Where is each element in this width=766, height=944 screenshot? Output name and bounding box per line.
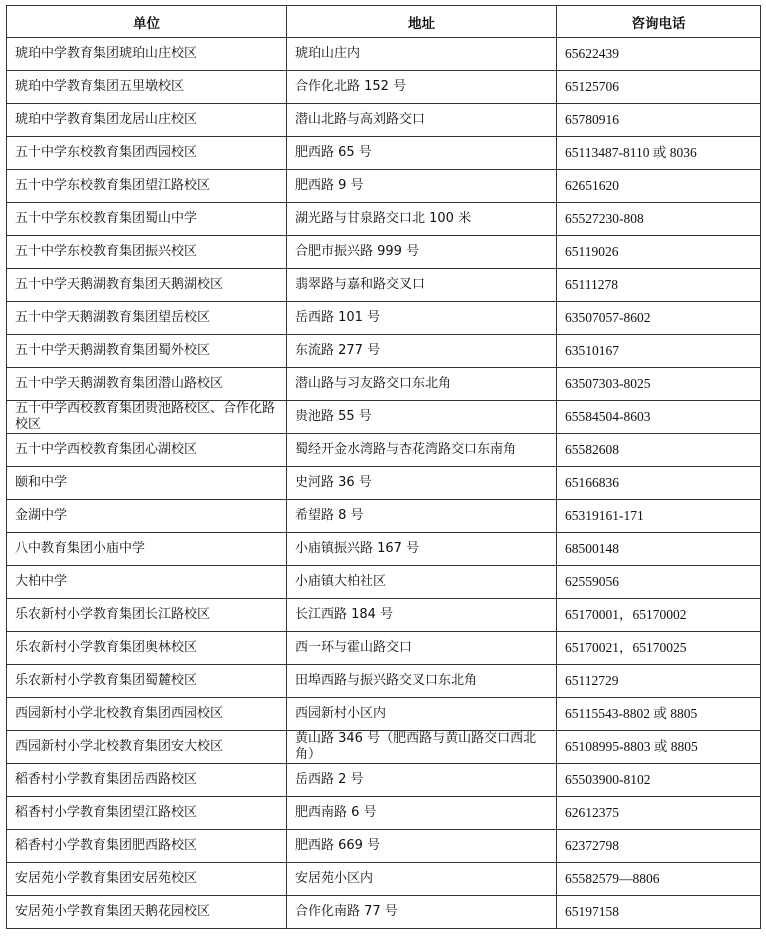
table-row bbox=[7, 896, 761, 929]
table-header bbox=[7, 6, 761, 38]
address-cell: 史河路 36 号 bbox=[287, 467, 557, 500]
unit-cell: 大柏中学 bbox=[7, 566, 287, 599]
address-cell: 安居苑小区内 bbox=[287, 863, 557, 896]
table-row bbox=[7, 269, 761, 302]
table-row bbox=[7, 434, 761, 467]
address-cell: 小庙镇大柏社区 bbox=[287, 566, 557, 599]
unit-cell: 西园新村小学北校教育集团西园校区 bbox=[7, 698, 287, 731]
unit-cell: 五十中学东校教育集团振兴校区 bbox=[7, 236, 287, 269]
phone-cell: 65108995-8803 或 8805 bbox=[557, 731, 761, 764]
address-cell: 长江西路 184 号 bbox=[287, 599, 557, 632]
address-cell: 西一环与霍山路交口 bbox=[287, 632, 557, 665]
phone-cell: 62559056 bbox=[557, 566, 761, 599]
address-cell: 东流路 277 号 bbox=[287, 335, 557, 368]
address-cell: 合作化北路 152 号 bbox=[287, 71, 557, 104]
unit-cell: 琥珀中学教育集团龙居山庄校区 bbox=[7, 104, 287, 137]
header-row bbox=[7, 6, 761, 38]
address-cell: 希望路 8 号 bbox=[287, 500, 557, 533]
unit-cell: 五十中学东校教育集团望江路校区 bbox=[7, 170, 287, 203]
phone-cell: 62651620 bbox=[557, 170, 761, 203]
phone-cell: 65584504-8603 bbox=[557, 401, 761, 434]
header-unit: 单位 bbox=[7, 6, 287, 38]
phone-cell: 65319161-171 bbox=[557, 500, 761, 533]
address-cell: 田埠西路与振兴路交叉口东北角 bbox=[287, 665, 557, 698]
table-row bbox=[7, 302, 761, 335]
unit-cell: 八中教育集团小庙中学 bbox=[7, 533, 287, 566]
address-cell: 肥西路 9 号 bbox=[287, 170, 557, 203]
address-cell: 潜山路与习友路交口东北角 bbox=[287, 368, 557, 401]
phone-cell: 65166836 bbox=[557, 467, 761, 500]
table-row bbox=[7, 104, 761, 137]
address-cell: 贵池路 55 号 bbox=[287, 401, 557, 434]
phone-cell: 65170021，65170025 bbox=[557, 632, 761, 665]
phone-cell: 65115543-8802 或 8805 bbox=[557, 698, 761, 731]
table-row bbox=[7, 731, 761, 764]
phone-cell: 65170001，65170002 bbox=[557, 599, 761, 632]
phone-cell: 65119026 bbox=[557, 236, 761, 269]
table-row bbox=[7, 467, 761, 500]
phone-cell: 65125706 bbox=[557, 71, 761, 104]
unit-cell: 稻香村小学教育集团肥西路校区 bbox=[7, 830, 287, 863]
table-row bbox=[7, 830, 761, 863]
table-row bbox=[7, 797, 761, 830]
unit-cell: 五十中学西校教育集团贵池路校区、合作化路校区 bbox=[7, 401, 287, 434]
phone-cell: 63507057-8602 bbox=[557, 302, 761, 335]
address-cell: 肥西路 65 号 bbox=[287, 137, 557, 170]
phone-cell: 65527230-808 bbox=[557, 203, 761, 236]
unit-cell: 五十中学天鹅湖教育集团天鹅湖校区 bbox=[7, 269, 287, 302]
address-cell: 潜山北路与高刘路交口 bbox=[287, 104, 557, 137]
unit-cell: 安居苑小学教育集团天鹅花园校区 bbox=[7, 896, 287, 929]
phone-cell: 68500148 bbox=[557, 533, 761, 566]
table-row bbox=[7, 203, 761, 236]
table-row bbox=[7, 137, 761, 170]
table-row bbox=[7, 698, 761, 731]
table-row bbox=[7, 665, 761, 698]
unit-cell: 琥珀中学教育集团琥珀山庄校区 bbox=[7, 38, 287, 71]
address-cell: 蜀经开金水湾路与杏花湾路交口东南角 bbox=[287, 434, 557, 467]
address-cell: 湖光路与甘泉路交口北 100 米 bbox=[287, 203, 557, 236]
unit-cell: 琥珀中学教育集团五里墩校区 bbox=[7, 71, 287, 104]
phone-cell: 65503900-8102 bbox=[557, 764, 761, 797]
phone-cell: 65111278 bbox=[557, 269, 761, 302]
unit-cell: 五十中学西校教育集团心湖校区 bbox=[7, 434, 287, 467]
table-row bbox=[7, 863, 761, 896]
unit-cell: 稻香村小学教育集团望江路校区 bbox=[7, 797, 287, 830]
address-cell: 肥西路 669 号 bbox=[287, 830, 557, 863]
address-cell: 黄山路 346 号（肥西路与黄山路交口西北角） bbox=[287, 731, 557, 764]
phone-cell: 65113487-8110 或 8036 bbox=[557, 137, 761, 170]
address-cell: 翡翠路与嘉和路交叉口 bbox=[287, 269, 557, 302]
unit-cell: 金湖中学 bbox=[7, 500, 287, 533]
phone-cell: 63507303-8025 bbox=[557, 368, 761, 401]
unit-cell: 西园新村小学北校教育集团安大校区 bbox=[7, 731, 287, 764]
unit-cell: 乐农新村小学教育集团蜀麓校区 bbox=[7, 665, 287, 698]
unit-cell: 五十中学天鹅湖教育集团潜山路校区 bbox=[7, 368, 287, 401]
unit-cell: 五十中学东校教育集团蜀山中学 bbox=[7, 203, 287, 236]
address-cell: 合肥市振兴路 999 号 bbox=[287, 236, 557, 269]
table-row bbox=[7, 401, 761, 434]
unit-cell: 乐农新村小学教育集团奥林校区 bbox=[7, 632, 287, 665]
unit-cell: 五十中学天鹅湖教育集团望岳校区 bbox=[7, 302, 287, 335]
phone-cell: 65622439 bbox=[557, 38, 761, 71]
address-cell: 西园新村小区内 bbox=[287, 698, 557, 731]
phone-cell: 65197158 bbox=[557, 896, 761, 929]
address-cell: 肥西南路 6 号 bbox=[287, 797, 557, 830]
table-row bbox=[7, 335, 761, 368]
table-row bbox=[7, 632, 761, 665]
header-address: 地址 bbox=[287, 6, 557, 38]
table-row bbox=[7, 533, 761, 566]
table-body bbox=[7, 38, 761, 929]
table-row bbox=[7, 170, 761, 203]
unit-cell: 五十中学东校教育集团西园校区 bbox=[7, 137, 287, 170]
address-cell: 岳西路 101 号 bbox=[287, 302, 557, 335]
address-cell: 岳西路 2 号 bbox=[287, 764, 557, 797]
address-cell: 琥珀山庄内 bbox=[287, 38, 557, 71]
phone-cell: 62612375 bbox=[557, 797, 761, 830]
unit-cell: 稻香村小学教育集团岳西路校区 bbox=[7, 764, 287, 797]
unit-cell: 颐和中学 bbox=[7, 467, 287, 500]
table-row bbox=[7, 764, 761, 797]
contact-table bbox=[6, 5, 761, 929]
table-row bbox=[7, 566, 761, 599]
phone-cell: 65112729 bbox=[557, 665, 761, 698]
table-row bbox=[7, 236, 761, 269]
unit-cell: 五十中学天鹅湖教育集团蜀外校区 bbox=[7, 335, 287, 368]
address-cell: 小庙镇振兴路 167 号 bbox=[287, 533, 557, 566]
table-row bbox=[7, 368, 761, 401]
phone-cell: 65582608 bbox=[557, 434, 761, 467]
phone-cell: 62372798 bbox=[557, 830, 761, 863]
table-row bbox=[7, 599, 761, 632]
phone-cell: 63510167 bbox=[557, 335, 761, 368]
table-row bbox=[7, 71, 761, 104]
phone-cell: 65780916 bbox=[557, 104, 761, 137]
header-phone: 咨询电话 bbox=[557, 6, 761, 38]
table-row bbox=[7, 38, 761, 71]
phone-cell: 65582579—8806 bbox=[557, 863, 761, 896]
table-row bbox=[7, 500, 761, 533]
unit-cell: 乐农新村小学教育集团长江路校区 bbox=[7, 599, 287, 632]
unit-cell: 安居苑小学教育集团安居苑校区 bbox=[7, 863, 287, 896]
address-cell: 合作化南路 77 号 bbox=[287, 896, 557, 929]
